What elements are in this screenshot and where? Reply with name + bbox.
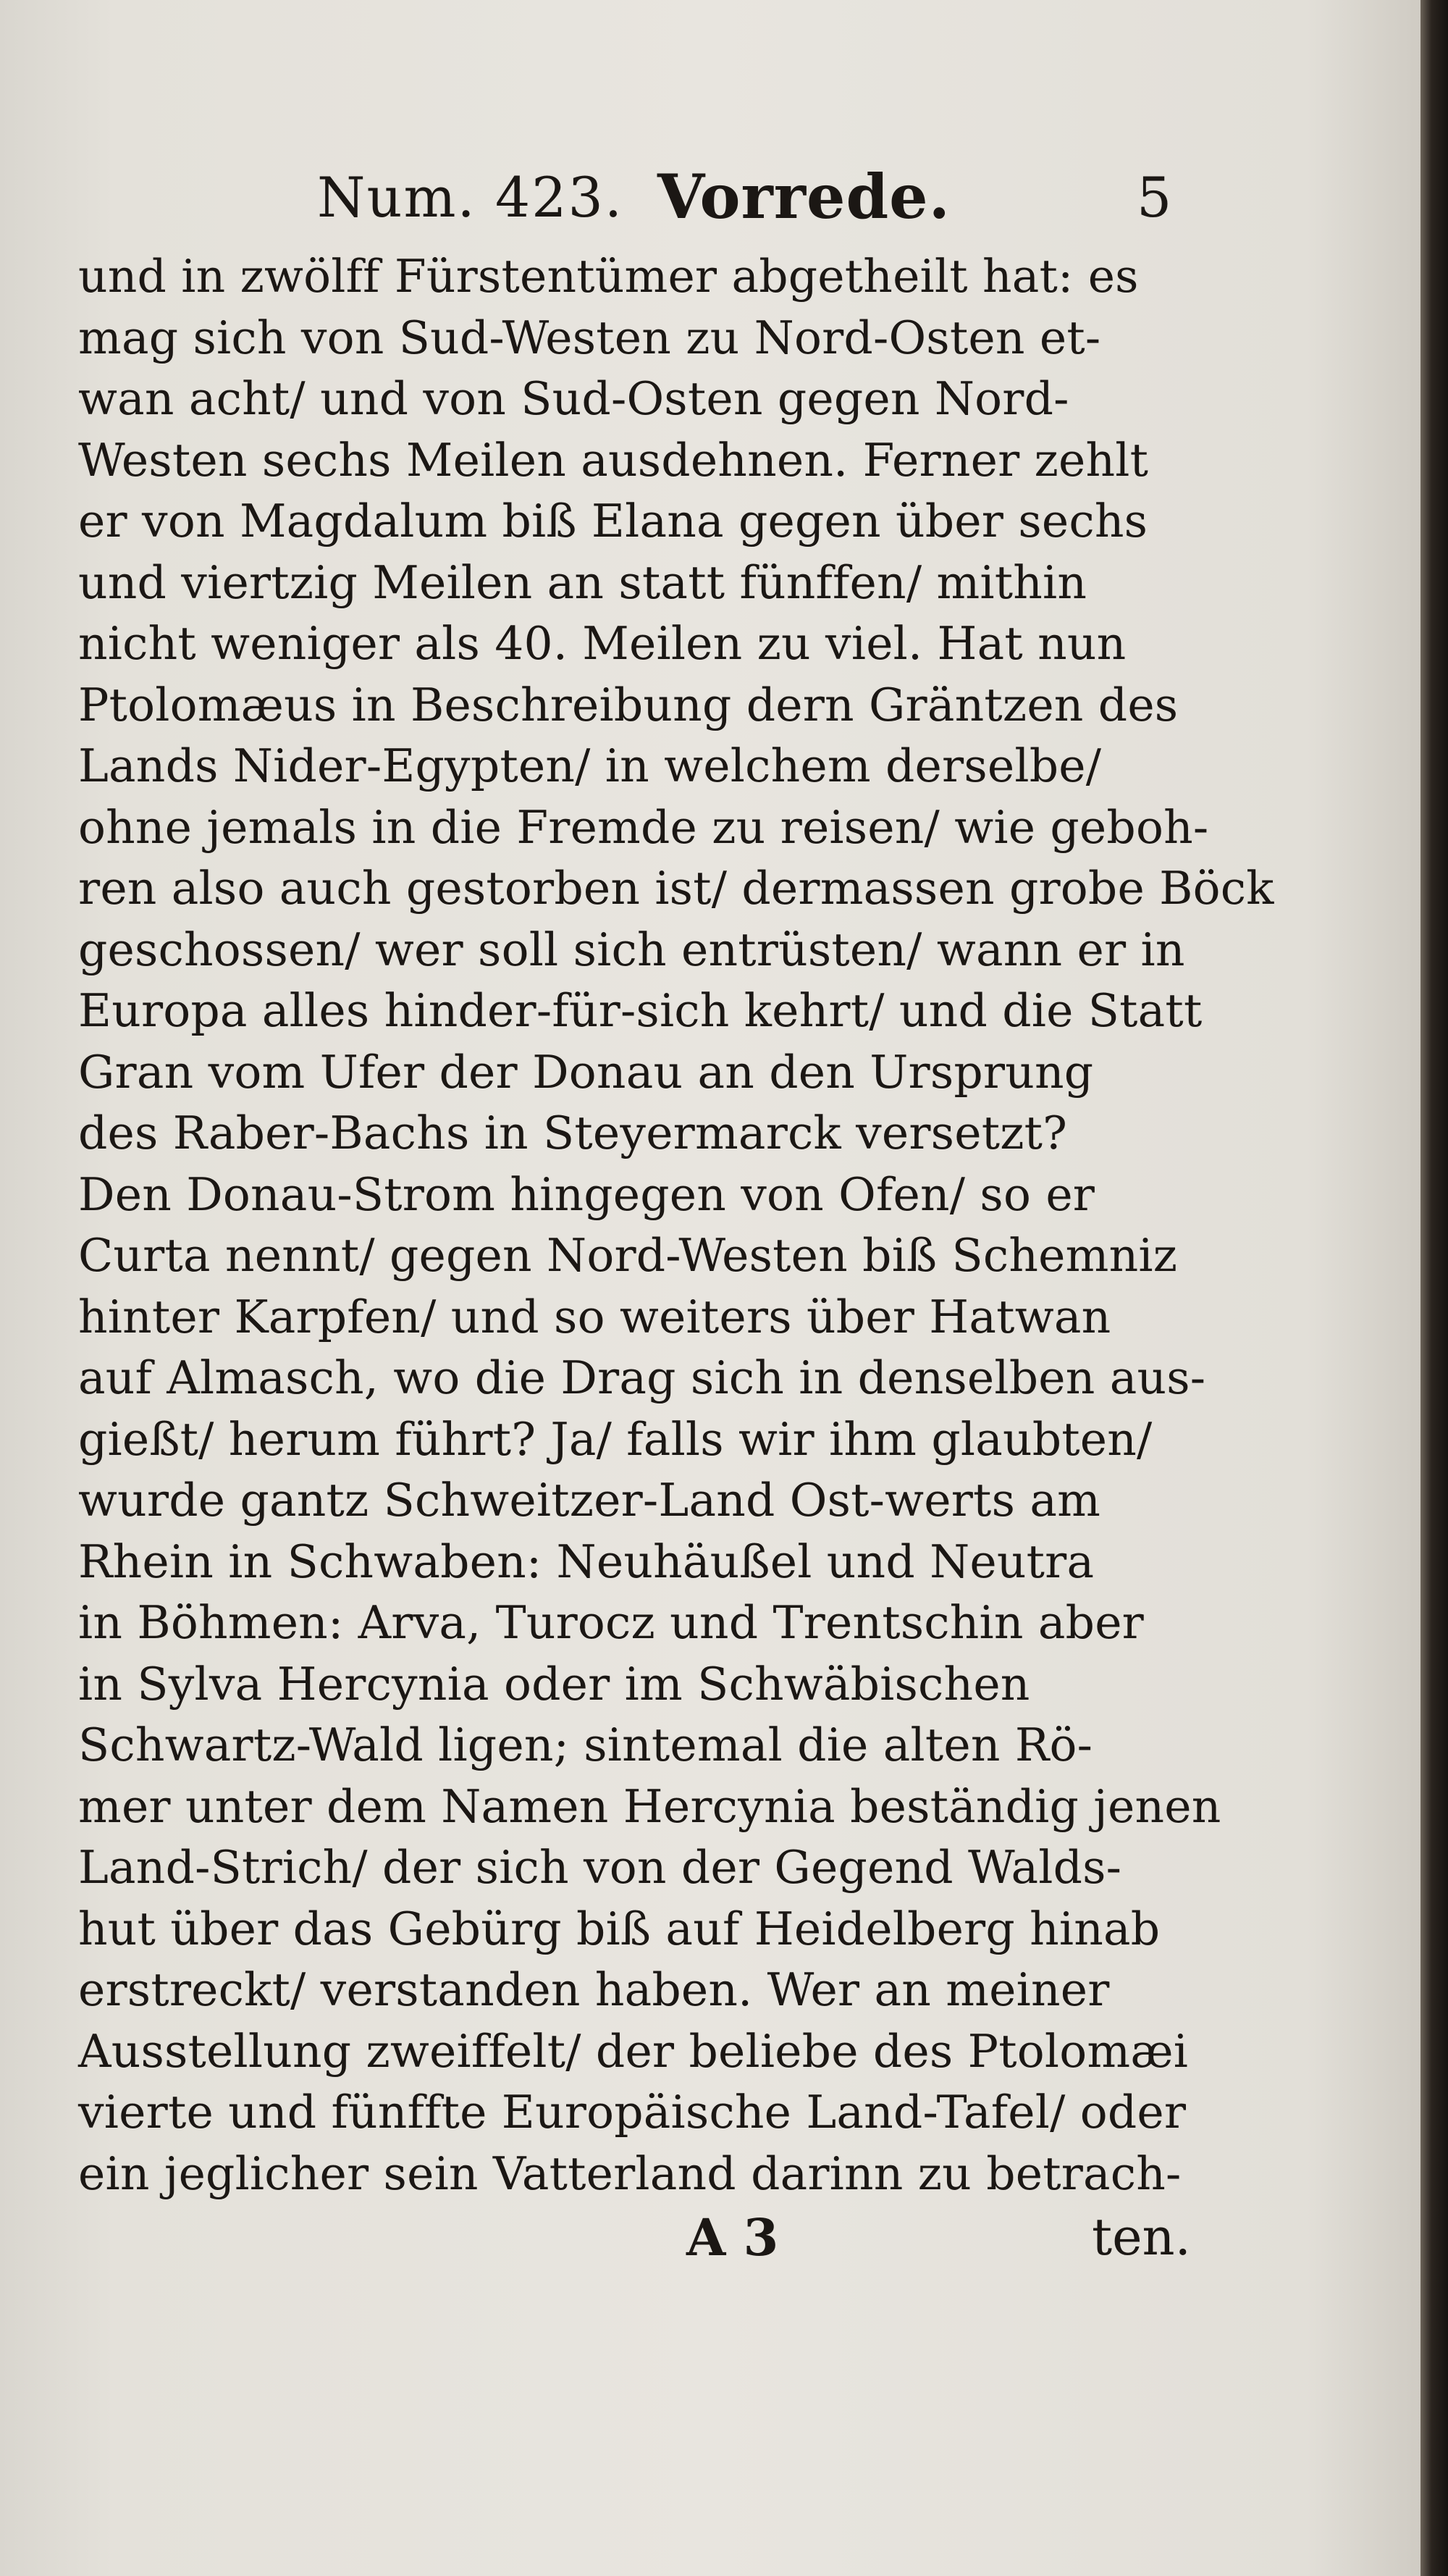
text-line: er von Magdalum biß Elana gegen über sechs <box>78 495 1148 547</box>
page-number: 5 <box>1137 165 1172 230</box>
text-line: ein jeglicher sein Vatterland darinn zu betrach- <box>78 2147 1182 2200</box>
page-footer <box>78 2204 1191 2277</box>
running-header <box>78 145 1186 246</box>
text-line: und viertzig Meilen an statt fünffen/ mithin <box>78 555 1087 609</box>
text-line: des Raber-Bachs in Steyermarck versetzt? <box>78 1107 1068 1159</box>
text-line: Ptolomæus in Beschreibung dern Gräntzen des <box>78 678 1179 731</box>
text-line: gießt/ herum führt? Ja/ falls wir ihm glaubten/ <box>78 1412 1153 1466</box>
text-line: Schwartz-Wald ligen; sintemal die alten Rö- <box>78 1719 1093 1771</box>
text-line: Rhein in Schwaben: Neuhäußel und Neutra <box>78 1535 1095 1588</box>
text-line: auf Almasch, wo die Drag sich in denselben aus- <box>78 1351 1206 1404</box>
text-line: Ausstellung zweiffelt/ der beliebe des Ptolomæi <box>78 2024 1189 2078</box>
text-line: Lands Nider-Egypten/ in welchem derselbe/ <box>78 739 1102 792</box>
text-line: Land-Strich/ der sich von der Gegend Walds- <box>78 1841 1122 1894</box>
text-line: geschossen/ wer soll sich entrüsten/ wann er in <box>78 923 1185 976</box>
text-line: ohne jemals in die Fremde zu reisen/ wie geboh- <box>78 800 1209 854</box>
text-line: mag sich von Sud-Westen zu Nord-Osten et- <box>78 311 1101 364</box>
text-line: Westen sechs Meilen ausdehnen. Ferner zehlt <box>78 433 1149 487</box>
text-line: Europa alles hinder-für-sich kehrt/ und die Statt <box>78 984 1203 1037</box>
text-block <box>78 145 1274 2277</box>
body-text <box>78 246 1274 2204</box>
text-line: in Sylva Hercynia oder im Schwäbischen <box>78 1657 1030 1711</box>
text-line: hut über das Gebürg biß auf Heidelberg hinab <box>78 1902 1161 1955</box>
text-line: ren also auch gestorben ist/ dermassen grobe Böck <box>78 862 1274 915</box>
text-line: erstreckt/ verstanden haben. Wer an meiner <box>78 1963 1110 2016</box>
text-line: Den Donau-Strom hingegen von Ofen/ so er <box>78 1167 1095 1221</box>
text-line: in Böhmen: Arva, Turocz und Trentschin aber <box>78 1596 1144 1649</box>
text-line: wan acht/ und von Sud-Osten gegen Nord- <box>78 372 1069 425</box>
text-line: mer unter dem Namen Hercynia beständig jenen <box>78 1779 1221 1833</box>
signature-mark: A 3 <box>686 2207 779 2267</box>
text-line: und in zwölff Fürstentümer abgetheilt hat: es <box>78 250 1139 303</box>
header-number: Num. 423. <box>317 165 624 230</box>
text-line: Curta nennt/ gegen Nord-Westen biß Schemniz <box>78 1229 1178 1282</box>
text-line: hinter Karpfen/ und so weiters über Hatwan <box>78 1290 1111 1343</box>
catchword: ten. <box>1092 2207 1191 2267</box>
text-line: Gran vom Ufer der Donau an den Ursprung <box>78 1045 1094 1099</box>
page-edge <box>1420 0 1448 2576</box>
header-title: Vorrede. <box>657 161 951 232</box>
text-line: wurde gantz Schweitzer-Land Ost-werts am <box>78 1474 1101 1527</box>
text-line: nicht weniger als 40. Meilen zu viel. Hat nun <box>78 617 1127 670</box>
text-line: vierte und fünffte Europäische Land-Tafel/ oder <box>78 2086 1187 2139</box>
